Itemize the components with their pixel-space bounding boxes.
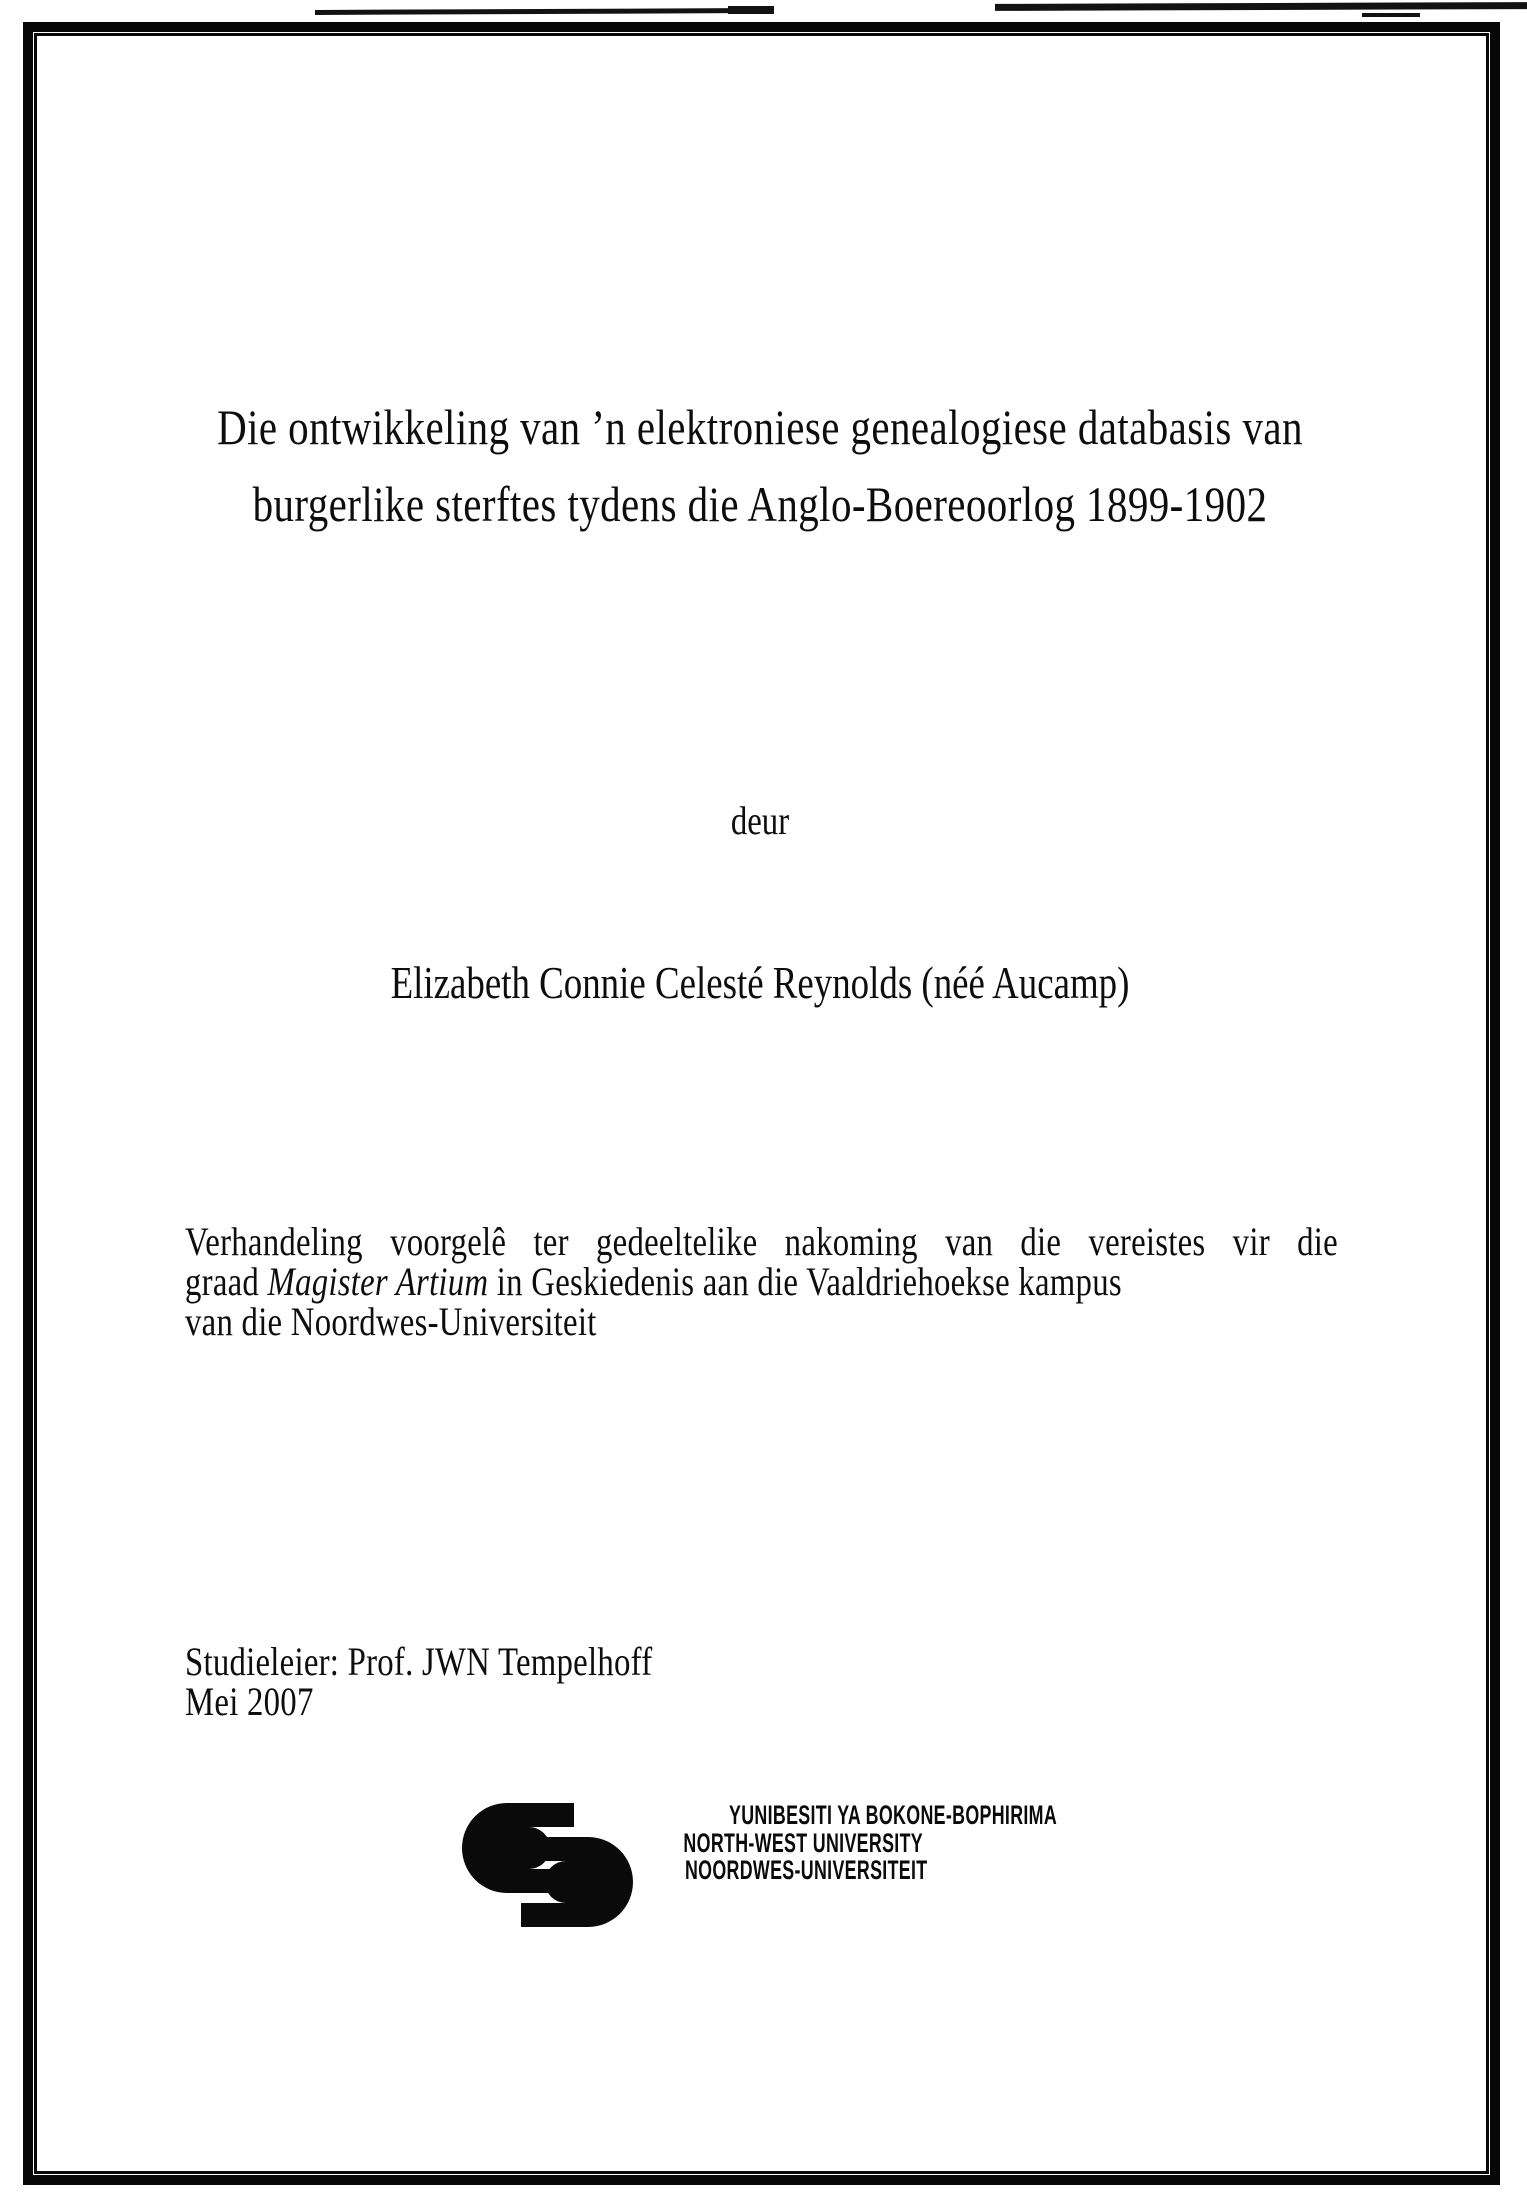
nwu-logo-setswana-line: YUNIBESITI YA BOKONE-BOPHIRIMA: [729, 1800, 1058, 1830]
degree-statement-line2-suffix: in Geskiedenis aan die Vaaldriehoekse kampus: [488, 1259, 1122, 1304]
scan-artifact: [1362, 13, 1420, 17]
byline: deur: [730, 798, 790, 843]
date-line: Mei 2007: [185, 1679, 314, 1724]
degree-statement-line3: van die Noordwes-Universiteit: [185, 1299, 597, 1344]
degree-statement-line2-prefix: graad: [185, 1259, 260, 1304]
degree-statement: [185, 1219, 1338, 1344]
scan-artifact: [728, 6, 774, 14]
degree-statement-line2: [185, 1259, 1338, 1304]
nwu-logo-wordmark: [560, 1800, 1058, 1885]
thesis-title: [184, 389, 1337, 543]
thesis-title-line1: Die ontwikkeling van ’n elektroniese genealogiese databasis van: [217, 399, 1303, 455]
nwu-logo-afrikaans-line: NOORDWES-UNIVERSITEIT: [684, 1855, 928, 1885]
supervisor-line: Studieleier: Prof. JWN Tempelhoff: [185, 1639, 653, 1684]
supervisor-block: [185, 1639, 1338, 1724]
nwu-logo-english-line: NORTH-WEST UNIVERSITY: [683, 1827, 924, 1858]
degree-statement-line1: Verhandeling voorgelê ter gedeeltelike nakoming van die vereistes vir die: [185, 1219, 1338, 1264]
author-name: Elizabeth Connie Celesté Reynolds (néé Aucamp): [390, 958, 1130, 1008]
thesis-title-line2: burgerlike sterftes tydens die Anglo-Boereoorlog 1899-1902: [252, 476, 1268, 532]
scan-artifact: [315, 8, 760, 15]
degree-title-italic: Magister Artium: [259, 1259, 489, 1304]
scan-artifact: [995, 2, 1527, 11]
